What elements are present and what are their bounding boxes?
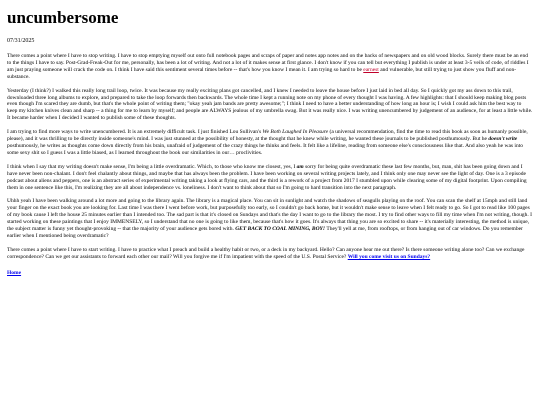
post-date: 07/31/2025 xyxy=(7,38,35,44)
paragraph-5-text-a: Uhhh yeah I have been walking around a lot more and going to the library again. The library is a magical place. You can sit in sunlight and watch the shadows of seagulls playing on the roof. You can scan the shelf at 15mph and still land your finger on the exact book you are looking for. Last time I was there I went before work, but purposefully too early, so I couldn't go back home, but it wouldn't make sense to leave when I felt ready to go. So I got to read like 100 pages of my book cause I left the house 25 minutes earlier than I intended too. The sad part is that it's closed on Sundays and that's the day I want to go to the library the most. I try to find other ways to fill my time when I'm not writing, though. I started working on these paintings that I enjoy IMMENSELY, so I understand that no one is going to like them, because that's how it goes. It's always that thing you are so excited to share -- it's materially interesting, the method is unique, the subject matter is funny yet thought-provoking -- that the majority of your audience gets bored with. xyxy=(7,198,532,233)
paragraph-5 xyxy=(7,198,533,239)
paragraph-1 xyxy=(7,53,533,81)
paragraph-6 xyxy=(7,247,533,261)
paragraph-4 xyxy=(7,164,533,192)
book-title: We Both Laughed In Pleasure xyxy=(262,129,329,136)
paragraph-1-text-a: There comes a point where I have to stop writing. I have to stop emptying myself out onto full notebook pages and scraps of paper and notes app notes and on the backs of newspapers and on old wood blocks. Surely there must be an end to the things I have to say. Post-Grad-Freak-Out for me, personally, has been a lot of writing. And not a lot of it makes sense at first glance. I don't know if you can tell but everything I publish is under at least 3-5 veils of code, of riddles I am just praying someone will crack the code on. I think I have said this sentiment several times before -- that's how you know I mean it. I am trying so hard to be xyxy=(7,53,529,73)
paragraph-1-text-b: and vulnerable, but still trying to just show you fluff and non-substance. xyxy=(7,66,517,80)
paragraph-4-text-b: sorry for being quite overdramatic these last few months, but, man, shit has been going down and I have never been non-chalant. I don't feel chalantly about things, and maybe that has always been the problem. I have been working on several writing projects lately, and I think only one may never see the light of day. One is a 3 episode podcast about aliens and peppers, one is an abstract series of experimental writing taking a look at flying cars, and the third is a rework of a project from 2017 I stumbled upon while clearing some of my digital footprint. Upon compiling them in one sentence like this, I'm realizing they are all about independence vs. loneliness. I don't want to think about that so I'm going to hard transition into the next paragraph. xyxy=(7,163,527,191)
visit-sundays-link[interactable] xyxy=(348,254,430,260)
paragraph-4-text-a: I think when I say that my writing doesn't make sense, I'm being a little overdramatic. Which, to those who know me closest, yes, I xyxy=(7,163,297,170)
visit-sundays-link-label: Will you come visit us on Sundays? xyxy=(347,253,431,260)
paragraph-3-text-c: posthumously, he writes as thoughts come down directly from his brain, unafraid of judgement of the crazy things he thinks and feels. It felt like a lifeline, reading from someone else's consciousness like that. And also yeah he was into some sexy shit so I guess I was a little biased, as I learned throughout the book our similarities in our… proclivities. xyxy=(7,142,523,156)
page xyxy=(0,8,540,276)
emphasis-coal-mining: GET BACK TO COAL MINING, BOY! xyxy=(235,226,326,233)
paragraph-5-text-b: They'll yell at me, from rooftops, or from hanging out of car windows. Do you remember earlier when I mentioned being overdramatic? xyxy=(7,226,523,239)
paragraph-3 xyxy=(7,129,533,157)
paragraph-3-text-b: (a universal recommendation, find the time to read this book as soon as humanly possible, please), and it was thrilling to be directly inside someone's mind. I was just stunned at the possibility of honesty, at the thought that he knew while writing, he wanted these journals to be published posthumously. But he xyxy=(7,129,528,143)
emphasis-doesnt-write: doesn't write xyxy=(488,136,518,143)
emphasis-am: am xyxy=(296,163,304,170)
home-link[interactable] xyxy=(7,270,533,276)
earnest-link[interactable]: earnest xyxy=(363,66,379,73)
paragraph-3-text-a: I am trying to find more ways to write unencumbered. It is an extremely difficult task. I just finished Lou Sullivan's xyxy=(7,129,263,136)
paragraph-6-text-a: There comes a point where I have to start writing. I have to practice what I preach and build a healthy habit or two, or a deck in my backyard. Hello? Can anyone hear me out there? Is there someone writing alone too? Can we exchange correspondence? Can we get our assistants to forward each other our mail? Will you forgive me if I'm impatient with the speed of the U.S. Postal Service? xyxy=(7,246,525,260)
page-title: uncumbersome xyxy=(7,8,119,27)
paragraph-2: Yesterday (I think?) I walked this really long trail loop, twice. It was because my really exciting plans got cancelled, and I knew I needed to leave the house before I just laid in bed all day. So I quickly got my ass down to this trail, downloaded three long albums to explore, and prepared to take the loop forwards then backwards. The whole time I kept a running note on my phone of every thought I was having. A few highlights: that I should keep making blog posts even though I'm scared they are dumb, but that's the whole point of writing them; "okay yeah jam bands are pretty awesome;"; I think I need to have a better understanding of how long an hour is; I wish I could ask him the best way to keep my kitchen knives clean and sharp -- a thing for me to learn by myself; and people are ALWAYS jealous of my umbrella swag. But it was really nice. I was writing unencumbered by judgement of an audience, for at least a little while. It became harder when I decided I wanted to publish some of these thoughts. xyxy=(7,87,533,122)
home-link-label: Home xyxy=(7,269,22,276)
